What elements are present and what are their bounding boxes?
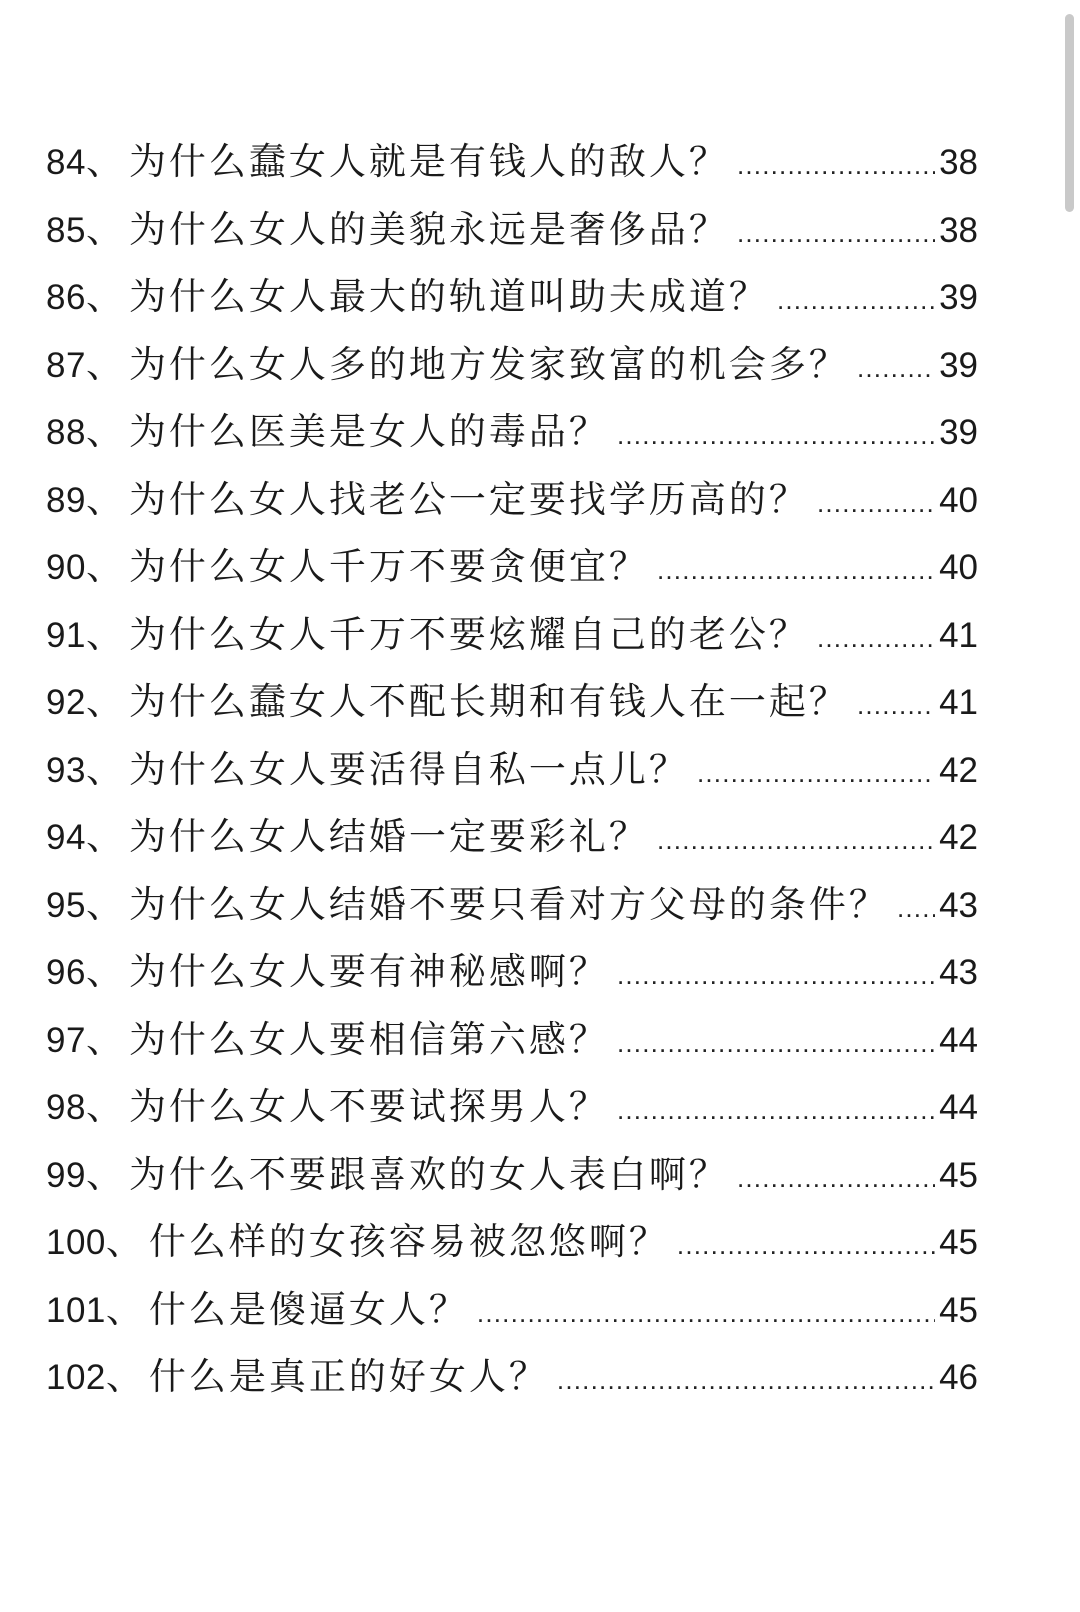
toc-entry-page-number: 42 bbox=[939, 750, 978, 790]
toc-entry[interactable] bbox=[46, 942, 978, 1010]
toc-entry[interactable] bbox=[46, 1145, 978, 1213]
toc-entry-title: 为什么女人要有神秘感啊？ bbox=[128, 950, 609, 993]
toc-entry[interactable] bbox=[46, 1280, 978, 1348]
toc-entry-title: 为什么女人找老公一定要找学历高的？ bbox=[128, 477, 809, 521]
toc-entry-title: 为什么女人不要试探男人？ bbox=[128, 1085, 609, 1128]
toc-entry-separator: 、 bbox=[105, 1220, 143, 1263]
toc-entry-separator: 、 bbox=[85, 1017, 123, 1061]
toc-entry[interactable] bbox=[46, 875, 978, 943]
toc-entry-separator: 、 bbox=[85, 477, 123, 521]
toc-entry[interactable] bbox=[46, 402, 978, 470]
toc-entry-separator: 、 bbox=[85, 950, 123, 993]
toc-entry-number: 96 bbox=[46, 953, 86, 992]
toc-dot-leader bbox=[849, 338, 935, 398]
toc-entry-number: 100 bbox=[46, 1223, 106, 1262]
toc-dot-leader bbox=[609, 945, 935, 1005]
toc-entry[interactable] bbox=[46, 1077, 978, 1145]
toc-entry-title: 为什么女人的美貌永远是奢侈品？ bbox=[128, 207, 729, 251]
toc-dot-leader bbox=[729, 1148, 935, 1208]
toc-entry-number: 91 bbox=[46, 615, 86, 655]
toc-entry-number: 87 bbox=[46, 345, 86, 385]
toc-entry-title: 为什么不要跟喜欢的女人表白啊？ bbox=[128, 1152, 729, 1196]
toc-entry-title: 为什么女人多的地方发家致富的机会多？ bbox=[128, 342, 849, 386]
toc-entry-separator: 、 bbox=[85, 882, 123, 926]
toc-entry-title: 什么是傻逼女人？ bbox=[148, 1287, 469, 1331]
scrollbar[interactable] bbox=[1058, 0, 1080, 1612]
toc-entry-title: 为什么女人结婚一定要彩礼？ bbox=[128, 815, 649, 858]
toc-entry-separator: 、 bbox=[85, 140, 123, 183]
toc-entry-number: 95 bbox=[46, 885, 86, 925]
toc-entry-title: 为什么女人要相信第六感？ bbox=[128, 1017, 609, 1061]
toc-entry-title: 为什么女人要活得自私一点儿？ bbox=[128, 747, 689, 791]
toc-entry-page-number: 41 bbox=[939, 683, 978, 722]
toc-dot-leader bbox=[549, 1350, 935, 1410]
toc-entry-separator: 、 bbox=[105, 1355, 143, 1398]
toc-entry-page-number: 40 bbox=[939, 548, 978, 587]
toc-dot-leader bbox=[889, 878, 935, 938]
toc-entry-number: 92 bbox=[46, 683, 86, 722]
toc-entry-page-number: 39 bbox=[939, 345, 978, 385]
toc-entry-title: 为什么女人结婚不要只看对方父母的条件？ bbox=[128, 882, 889, 926]
toc-dot-leader bbox=[609, 405, 935, 465]
toc-entry[interactable] bbox=[46, 335, 978, 403]
toc-dot-leader bbox=[649, 540, 935, 600]
toc-dot-leader bbox=[849, 675, 935, 735]
toc-entry[interactable] bbox=[46, 672, 978, 740]
toc-entry-separator: 、 bbox=[85, 207, 123, 251]
toc-entry-title: 为什么医美是女人的毒品？ bbox=[128, 410, 609, 453]
toc-entry-title: 为什么蠢女人不配长期和有钱人在一起？ bbox=[128, 680, 849, 723]
toc-entry[interactable] bbox=[46, 537, 978, 605]
toc-entry-separator: 、 bbox=[85, 545, 123, 588]
toc-entry-title: 什么样的女孩容易被忽悠啊？ bbox=[148, 1220, 669, 1263]
toc-entry-number: 89 bbox=[46, 480, 86, 520]
scrollbar-thumb[interactable] bbox=[1065, 14, 1074, 212]
toc-dot-leader bbox=[729, 135, 935, 195]
toc-entry-page-number: 39 bbox=[939, 413, 978, 452]
toc-dot-leader bbox=[669, 1215, 935, 1275]
toc-entry-number: 99 bbox=[46, 1155, 86, 1195]
toc-entry-page-number: 44 bbox=[939, 1020, 978, 1060]
toc-dot-leader bbox=[809, 608, 935, 668]
toc-entry-number: 88 bbox=[46, 413, 86, 452]
toc-entry[interactable] bbox=[46, 267, 978, 335]
toc-entry-number: 102 bbox=[46, 1358, 106, 1397]
toc-entry-separator: 、 bbox=[85, 680, 123, 723]
toc-entry-number: 93 bbox=[46, 750, 86, 790]
toc-entry-page-number: 38 bbox=[939, 143, 978, 182]
toc-entry-page-number: 40 bbox=[939, 480, 978, 520]
toc-entry-title: 为什么女人千万不要炫耀自己的老公？ bbox=[128, 612, 809, 656]
toc-entry-page-number: 46 bbox=[939, 1358, 978, 1397]
toc-entry[interactable] bbox=[46, 1347, 978, 1415]
toc-entry[interactable] bbox=[46, 605, 978, 673]
toc-entry-page-number: 41 bbox=[939, 615, 978, 655]
toc-entry[interactable] bbox=[46, 470, 978, 538]
toc-entry-separator: 、 bbox=[85, 1085, 123, 1128]
toc-entry-number: 94 bbox=[46, 818, 86, 857]
toc-entry-title: 为什么女人千万不要贪便宜？ bbox=[128, 545, 649, 588]
toc-entry-page-number: 43 bbox=[939, 953, 978, 992]
toc-dot-leader bbox=[729, 203, 935, 263]
toc-dot-leader bbox=[469, 1283, 935, 1343]
toc-entry[interactable] bbox=[46, 1212, 978, 1280]
toc-entry[interactable] bbox=[46, 200, 978, 268]
toc-entry-number: 98 bbox=[46, 1088, 86, 1127]
toc-entry-number: 101 bbox=[46, 1290, 106, 1330]
toc-entry-title: 为什么蠢女人就是有钱人的敌人？ bbox=[128, 140, 729, 183]
toc-entry-number: 84 bbox=[46, 143, 86, 182]
toc-entry-separator: 、 bbox=[85, 612, 123, 656]
toc-entry-number: 86 bbox=[46, 278, 86, 317]
toc-entry-separator: 、 bbox=[85, 1152, 123, 1196]
toc-entry-separator: 、 bbox=[85, 275, 123, 318]
toc-entry-title: 为什么女人最大的轨道叫助夫成道？ bbox=[128, 275, 769, 318]
toc-dot-leader bbox=[649, 810, 935, 870]
toc-entry-number: 97 bbox=[46, 1020, 86, 1060]
toc-entry-separator: 、 bbox=[85, 815, 123, 858]
toc-entry-number: 90 bbox=[46, 548, 86, 587]
toc-entry[interactable] bbox=[46, 740, 978, 808]
toc-entry-page-number: 42 bbox=[939, 818, 978, 857]
toc-entry-separator: 、 bbox=[85, 342, 123, 386]
toc-entry-separator: 、 bbox=[85, 410, 123, 453]
toc-entry-page-number: 38 bbox=[939, 210, 978, 250]
toc-entry-page-number: 45 bbox=[939, 1223, 978, 1262]
toc-dot-leader bbox=[769, 270, 935, 330]
toc-dot-leader bbox=[609, 1080, 935, 1140]
toc-entry-number: 85 bbox=[46, 210, 86, 250]
toc-entry[interactable] bbox=[46, 807, 978, 875]
toc-entry[interactable] bbox=[46, 132, 978, 200]
toc-entry-page-number: 45 bbox=[939, 1290, 978, 1330]
toc-entry-separator: 、 bbox=[105, 1287, 143, 1331]
toc-entry-page-number: 39 bbox=[939, 278, 978, 317]
toc-dot-leader bbox=[689, 743, 935, 803]
toc-entry-page-number: 43 bbox=[939, 885, 978, 925]
toc-dot-leader bbox=[609, 1013, 935, 1073]
toc-entry[interactable] bbox=[46, 1010, 978, 1078]
toc-entry-page-number: 44 bbox=[939, 1088, 978, 1127]
toc-entry-title: 什么是真正的好女人？ bbox=[148, 1355, 549, 1398]
table-of-contents bbox=[46, 132, 978, 1415]
toc-entry-separator: 、 bbox=[85, 747, 123, 791]
toc-entry-page-number: 45 bbox=[939, 1155, 978, 1195]
toc-dot-leader bbox=[809, 473, 935, 533]
